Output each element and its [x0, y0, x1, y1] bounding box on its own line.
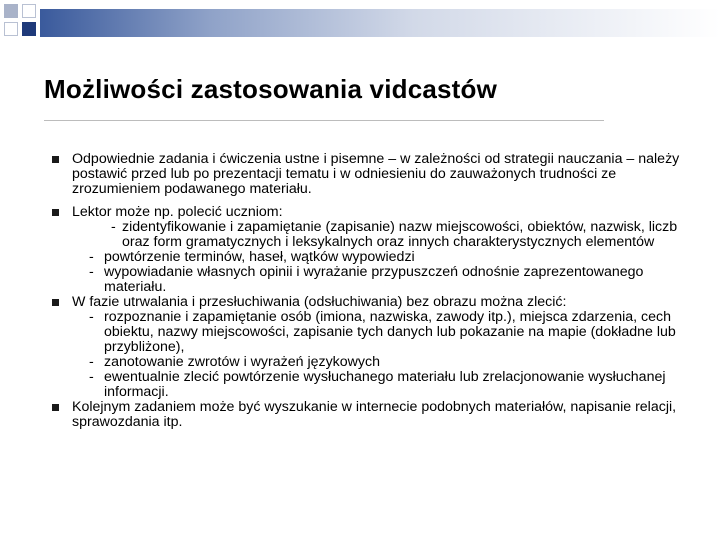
sub-item	[44, 265, 684, 295]
header-gradient-bar	[40, 9, 720, 37]
sub-item-text: ewentualnie zlecić powtórzenie wysłuchanego materiału lub zrelacjonowanie wysłuchanej informacji.	[104, 369, 666, 400]
sub-item-text: zidentyfikowanie i zapamiętanie (zapisanie) nazw miejscowości, obiektów, nazwisk, liczb oraz form gramatycznych i leksykalnych oraz innych charakterystycznych elementów	[122, 219, 678, 250]
slide-title: Możliwości zastosowania vidcastów	[44, 74, 498, 104]
bullet-item	[44, 295, 684, 310]
title-divider	[44, 120, 604, 121]
sub-item-text: powtórzenie terminów, haseł, wątków wypowiedzi	[104, 249, 415, 265]
decor-square-icon	[22, 4, 36, 18]
dash-marker: -	[111, 219, 116, 235]
bullet-text: Lektor może np. polecić uczniom:	[72, 204, 283, 220]
sub-item	[44, 355, 684, 370]
bullet-text: Kolejnym zadaniem może być wyszukanie w internecie podobnych materiałów, napisanie relacji, sprawozdania itp.	[72, 399, 677, 430]
dash-marker: -	[89, 249, 94, 265]
bullet-item	[44, 400, 684, 430]
square-bullet-icon	[52, 299, 59, 306]
header-decoration	[0, 0, 720, 46]
square-bullet-icon	[52, 209, 59, 216]
dash-marker: -	[89, 354, 94, 370]
slide-content	[44, 152, 684, 430]
decor-square-icon	[22, 22, 36, 36]
sub-item	[44, 370, 684, 400]
bullet-item	[44, 205, 684, 220]
sub-item	[44, 220, 684, 250]
bullet-text: Odpowiednie zadania i ćwiczenia ustne i pisemne – w zależności od strategii nauczania – należy postawić przed lub po prezentacji tematu i w odniesieniu do zauważonych trudności ze zrozumieniem podawanego materiału.	[72, 151, 680, 197]
dash-marker: -	[89, 369, 94, 385]
dash-marker: -	[89, 309, 94, 325]
sub-item-text: rozpoznanie i zapamiętanie osób (imiona, nazwiska, zawody itp.), miejsca zdarzenia, cech obiektu, nazwy miejscowości, zapisanie tych danych lub pokazanie na mapie (dokładne lub przybliżone),	[104, 309, 676, 355]
sub-item	[44, 310, 684, 355]
bullet-item	[44, 152, 684, 197]
decor-square-icon	[4, 4, 18, 18]
decor-square-icon	[4, 22, 18, 36]
sub-item	[44, 250, 684, 265]
bullet-text: W fazie utrwalania i przesłuchiwania (odsłuchiwania) bez obrazu można zlecić:	[72, 294, 567, 310]
square-bullet-icon	[52, 156, 59, 163]
sub-item-text: zanotowanie zwrotów i wyrażeń językowych	[104, 354, 380, 370]
dash-marker: -	[89, 264, 94, 280]
square-bullet-icon	[52, 404, 59, 411]
sub-item-text: wypowiadanie własnych opinii i wyrażanie przypuszczeń odnośnie zaprezentowanego materiału.	[104, 264, 644, 295]
